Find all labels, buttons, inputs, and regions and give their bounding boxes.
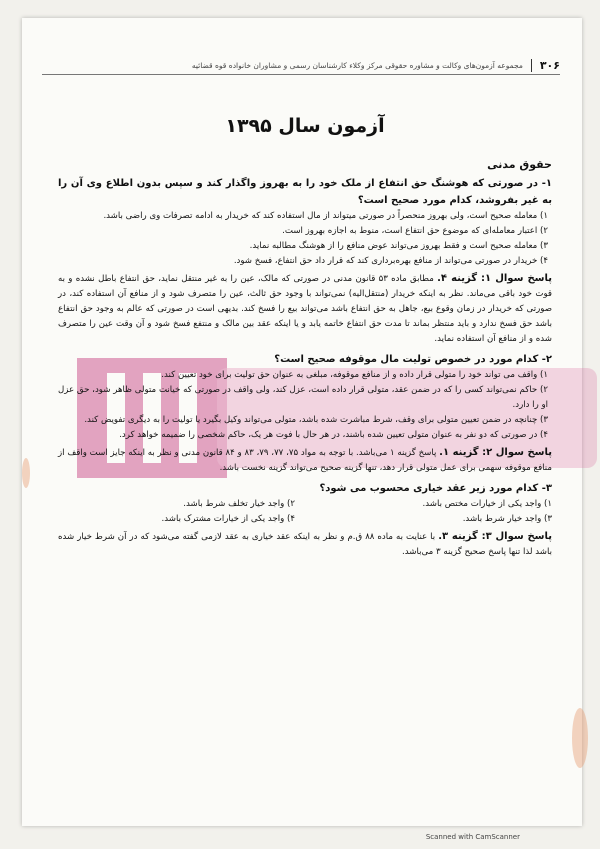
answer-3-label: پاسخ سوال ۳: گزینه ۳.: [438, 531, 552, 542]
question-1-option: ۴) خریدار در صورتی می‌تواند از منافع بهره‌برداری کند که قرار داد حق انتفاع، فسخ شود.: [233, 256, 548, 266]
question-1-option: ۱) معامله صحیح است، ولی بهروز منحصراً در صورتی میتواند از مال استفاده کند که خریدار به ادامه تصرفات وی راضی باشد.: [103, 211, 548, 221]
paper-stain: [572, 708, 588, 768]
answer-3: [58, 529, 552, 560]
main-content: [58, 113, 552, 560]
header-title: مجموعه آزمون‌های وکالت و مشاوره حقوقی مرکز وکلاء کارشناسان رسمی و مشاوران خانواده قوه قضائیه: [191, 60, 523, 70]
scanner-footer: Scanned with CamScanner: [425, 833, 520, 841]
question-2-option: ۱) واقف می تواند خود را متولی قرار داده و از منافع موقوفه، مبلغی به عنوان حق تولیت برای خود تعیین کند.: [161, 370, 548, 380]
page-header: [42, 56, 560, 75]
question-3-option: ۳) واجد خیار شرط باشد.: [462, 514, 552, 524]
question-1-option: ۲) اعتبار معامله‌ای که موضوع حق انتفاع است، منوط به اجازه بهروز است.: [282, 226, 548, 236]
answer-3-text: با عنایت به ماده ۸۸ ق.م و نظر به اینکه عقد خیاری به عقد لازمی گفته می‌شود که در آن شرط خیار شده باشد لذا تنها پاسخ صحیح گزینه ۳ می‌باشد.: [58, 532, 552, 557]
answer-2-text: پاسخ گزینه ۱ می‌باشد. با توجه به مواد ۷۵، ۷۷، ۷۹، ۸۳ و ۸۴ قانون مدنی و نظر به اینکه جایز است واقف از منافع موقوفه سهمی برای عمل متولی قرار دهد، تنها گزینه صحیح می‌تواند گزینه نخست باشد.: [58, 448, 552, 473]
answer-1-text: مطابق ماده ۵۳ قانون مدنی در صورتی که مالک، عین را به غیر منتقل نماید، حق انتفاع باطل نشده و به قوت خود باقی می‌ماند. نظر به اینکه خریدار (منتقل‌الیه) نمی‌تواند با وجود حق ثالث، عین را متصرف شود و از منافع آن استفاده کند، در صورتی که خریدار در زمان وقوع بیع، جاهل به حق انتفاع باشد می‌تواند بیع را فسخ کند. بدیهی است در صورتی که عالم به وجود حق انتفاع باشد حق فسخ ندارد و باید منتظر بماند تا مدت حق انتفاع خاتمه یابد و یا اینکه عقد بین مالک و منتفع فسخ شود و آن وقت عین را متصرف شده و از منافع آن استفاده نماید.: [58, 274, 552, 344]
question-2-option: ۳) چنانچه در ضمن تعیین متولی برای وقف، شرط مباشرت شده باشد، متولی می‌تواند وکیل بگیرد یا تولیت را به دیگری تفویض کند.: [84, 415, 548, 425]
paper-stain: [22, 458, 30, 488]
question-3: ۳- کدام مورد زیر عقد خیاری محسوب می شود؟: [319, 483, 552, 494]
page-number: ۳۰۶: [531, 59, 560, 72]
answer-1: [58, 271, 552, 347]
question-3-options: [58, 497, 552, 527]
page-title: آزمون سال ۱۳۹۵: [225, 115, 385, 137]
question-2-option: ۲) حاکم نمی‌تواند کسی را که در ضمن عقد، متولی قرار داده است، عزل کند، ولی واقف در صورتی که خیانت متولی ظاهر شود، حق عزل او را دارد.: [58, 385, 548, 410]
answer-2-label: پاسخ سوال ۲: گزینه ۱.: [439, 447, 552, 458]
section-heading: حقوق مدنی: [487, 158, 552, 171]
question-3-option: ۲) واجد خیار تخلف شرط باشد.: [183, 499, 295, 509]
answer-1-label: پاسخ سوال ۱: گزینه ۴.: [437, 273, 552, 284]
question-2-option: ۴) در صورتی که دو نفر به عنوان متولی تعیین شده باشند، در هر حال با فوت هر یک، حاکم شخصی را ضمیمه خواهد کرد.: [119, 430, 548, 440]
question-1: ۱- در صورتی که هوشنگ حق انتفاع از ملک خود را به بهروز واگذار کند و سپس بدون اطلاع وی آن را به غیر بفروشد، کدام مورد صحیح است؟: [58, 178, 552, 206]
answer-2: [58, 445, 552, 476]
question-3-option: ۴) واجد یکی از خیارات مشترک باشد.: [161, 514, 295, 524]
document-page: [22, 18, 582, 826]
question-3-option: ۱) واجد یکی از خیارات مختص باشد.: [422, 499, 552, 509]
question-2: ۲- کدام مورد در خصوص تولیت مال موقوفه صحیح است؟: [274, 354, 552, 365]
question-1-option: ۳) معامله صحیح است و فقط بهروز می‌تواند عوض منافع را از هوشنگ مطالبه نماید.: [249, 241, 548, 251]
